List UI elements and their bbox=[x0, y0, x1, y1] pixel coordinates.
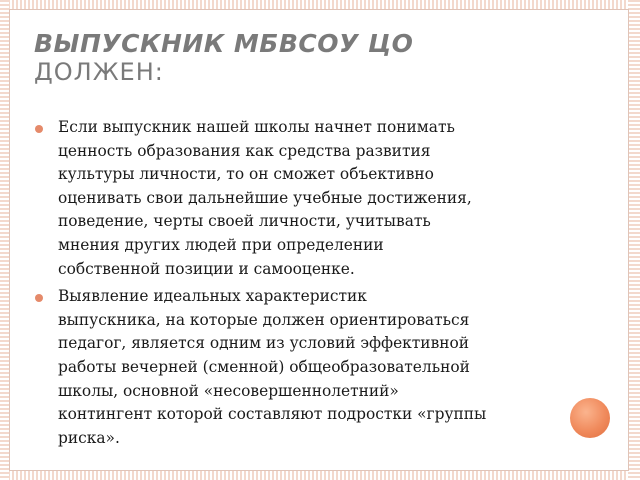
right-border-stripe bbox=[628, 0, 640, 480]
bullet-2-line-6: контингент которой составляют подростки «группы bbox=[58, 405, 487, 424]
bullet-dot-icon bbox=[35, 294, 43, 302]
bullet-1-line-1: Если выпускник нашей школы начнет понимать bbox=[58, 118, 455, 136]
bullet-2-line-5: школы, основной «несовершеннолетний» bbox=[58, 381, 399, 400]
bullet-2-line-4: работы вечерней (сменной) общеобразовательной bbox=[58, 357, 470, 376]
title-line-2: ДОЛЖЕН: bbox=[34, 58, 164, 86]
bullet-dot-icon bbox=[35, 125, 43, 133]
title-line-1: ВЫПУСКНИК МБВСОУ ЦО bbox=[34, 29, 414, 58]
bullet-1-line-6: мнения других людей при определении bbox=[58, 235, 384, 254]
bullet-2-line-2: выпускника, на которые должен ориентироваться bbox=[58, 310, 470, 329]
left-border-stripe bbox=[0, 0, 9, 480]
bullet-list bbox=[34, 116, 564, 454]
bullet-1-line-2: ценность образования как средства развития bbox=[58, 141, 431, 160]
top-border-stripe bbox=[0, 0, 640, 9]
bullet-2-line-3: педагог, является одним из условий эффективной bbox=[58, 334, 470, 353]
bullet-2-line-7: риска». bbox=[58, 428, 120, 447]
bottom-border-stripe bbox=[0, 471, 640, 480]
bullet-2-line-1: Выявление идеальных характеристик bbox=[58, 287, 367, 306]
bullet-1-line-4: оценивать свои дальнейшие учебные достижения, bbox=[58, 188, 472, 207]
bullet-item-1 bbox=[34, 116, 564, 281]
slide-title bbox=[34, 30, 574, 86]
bullet-item-2 bbox=[34, 285, 564, 450]
bullet-1-line-5: поведение, черты своей личности, учитывать bbox=[58, 212, 431, 231]
bullet-1-line-3: культуры личности, то он сможет объективно bbox=[58, 165, 434, 184]
bullet-1-line-7: собственной позиции и самооценке. bbox=[58, 259, 355, 278]
decorative-circle-icon bbox=[570, 398, 610, 438]
